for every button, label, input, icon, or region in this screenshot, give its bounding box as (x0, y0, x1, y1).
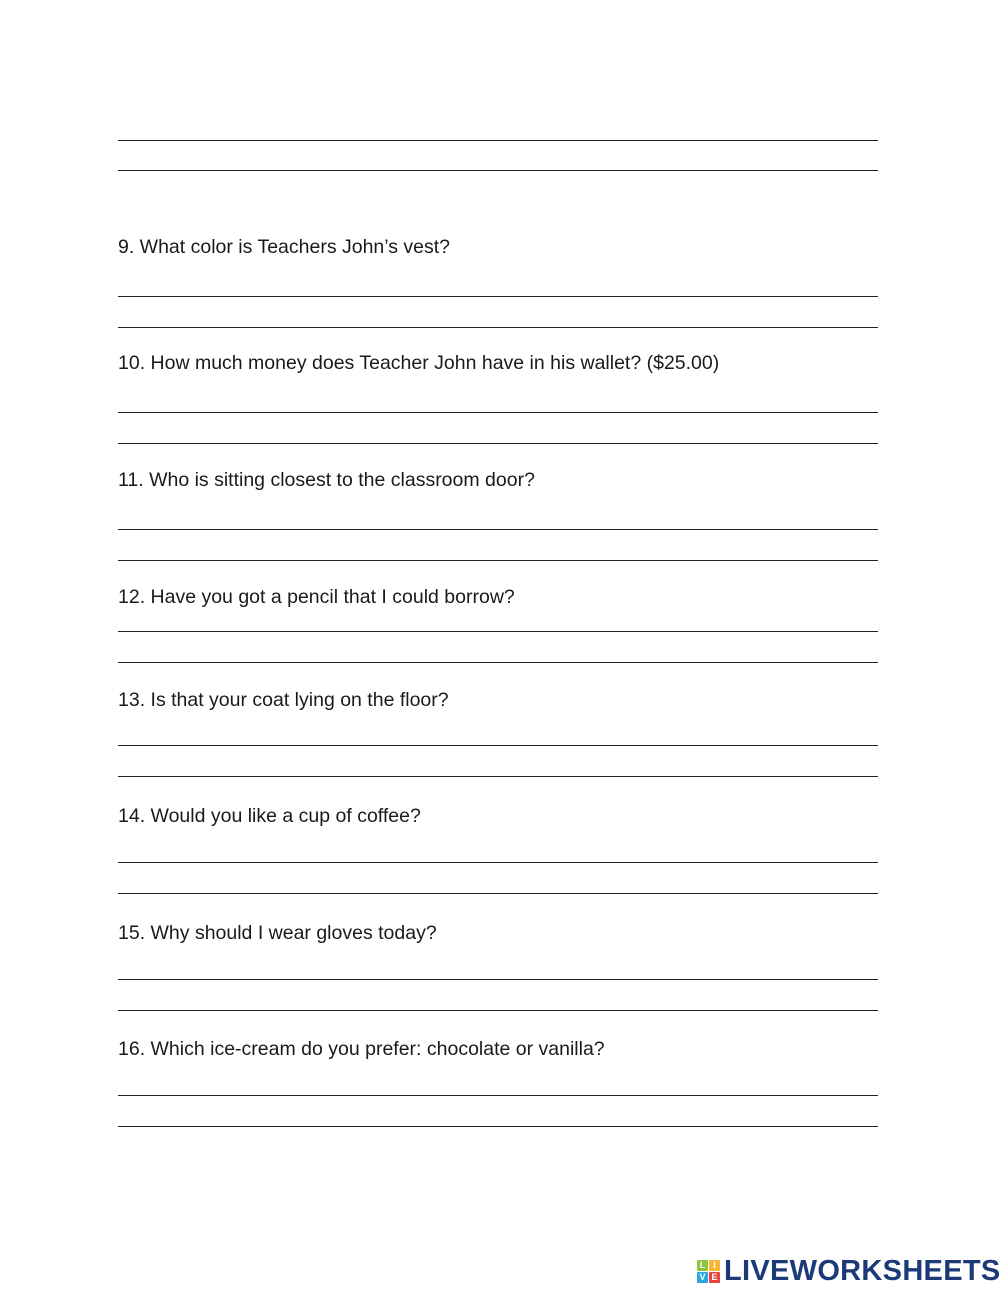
answer-line[interactable] (118, 1010, 878, 1011)
answer-line[interactable] (118, 1095, 878, 1096)
answer-line[interactable] (118, 529, 878, 530)
question-13: 13. Is that your coat lying on the floor? (118, 689, 449, 711)
question-14: 14. Would you like a cup of coffee? (118, 805, 421, 827)
answer-line[interactable] (118, 560, 878, 561)
question-11: 11. Who is sitting closest to the classroom door? (118, 469, 535, 491)
question-15: 15. Why should I wear gloves today? (118, 922, 437, 944)
answer-line[interactable] (118, 745, 878, 746)
question-9: 9. What color is Teachers John’s vest? (118, 236, 451, 258)
answer-line[interactable] (118, 1126, 878, 1127)
question-16: 16. Which ice-cream do you prefer: chocolate or vanilla? (118, 1038, 605, 1060)
answer-line[interactable] (118, 893, 878, 894)
answer-line[interactable] (118, 776, 878, 777)
answer-line[interactable] (118, 412, 878, 413)
question-10: 10. How much money does Teacher John have in his wallet? ($25.00) (118, 352, 720, 374)
answer-line[interactable] (118, 140, 878, 141)
logo-block-e: E (709, 1272, 720, 1283)
answer-line[interactable] (118, 631, 878, 632)
logo-text: LIVEWORKSHEETS (724, 1255, 1000, 1287)
answer-line[interactable] (118, 662, 878, 663)
liveworksheets-logo (697, 1256, 1000, 1286)
answer-line[interactable] (118, 979, 878, 980)
answer-line[interactable] (118, 862, 878, 863)
logo-block-l: L (697, 1260, 708, 1271)
logo-blocks-icon (697, 1260, 720, 1283)
logo-block-i: I (709, 1260, 720, 1271)
answer-line[interactable] (118, 296, 878, 297)
logo-block-v: V (697, 1272, 708, 1283)
question-12: 12. Have you got a pencil that I could borrow? (118, 586, 515, 608)
answer-line[interactable] (118, 443, 878, 444)
answer-line[interactable] (118, 327, 878, 328)
answer-line[interactable] (118, 170, 878, 171)
